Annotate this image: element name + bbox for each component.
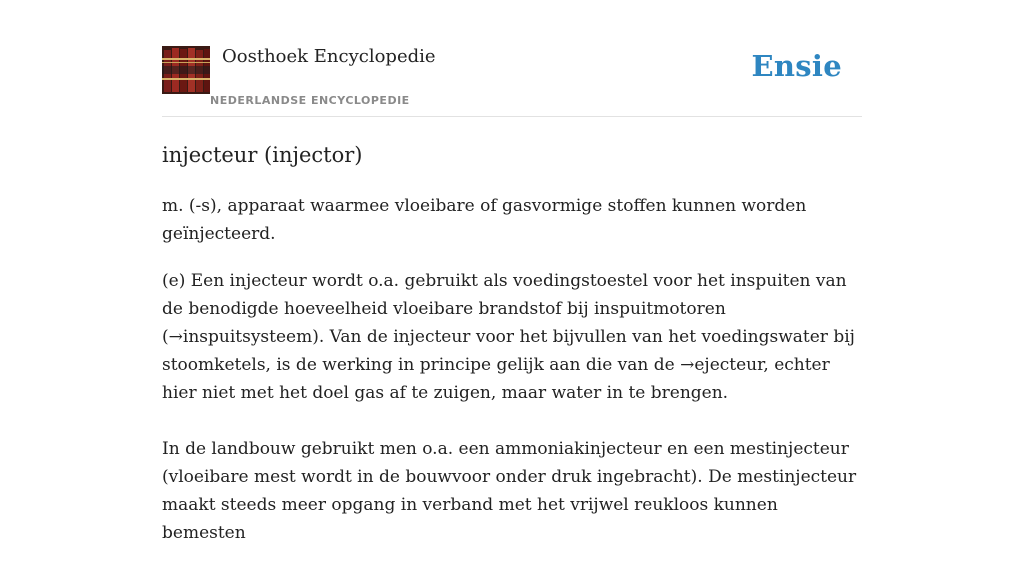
entry-definition: m. (-s), apparaat waarmee vloeibare of gasvormige stoffen kunnen worden geïnjecteerd. bbox=[162, 196, 807, 244]
entry-title: injecteur (injector) bbox=[162, 143, 363, 167]
source-subtitle: NEDERLANDSE ENCYCLOPEDIE bbox=[210, 94, 410, 107]
ensie-logo[interactable]: Ensie bbox=[751, 49, 842, 83]
entry-content bbox=[162, 140, 862, 566]
source-title[interactable]: Oosthoek Encyclopedie bbox=[222, 46, 436, 67]
paragraph-text: ). Van de injecteur voor het bijvullen van het voedingswater bij stoomketels, is de werking in principe gelijk aan die van de bbox=[162, 327, 855, 375]
paragraph-text: (e) Een injecteur wordt o.a. gebruikt als voedingstoestel voor het inspuiten van de benodigde hoeveelheid vloeibare brandstof bij inspuitmotoren ( bbox=[162, 271, 847, 347]
book-spines-icon bbox=[162, 46, 210, 94]
source-header bbox=[162, 46, 862, 117]
source-avatar[interactable] bbox=[162, 46, 210, 94]
crossref-inspuitsysteem-link[interactable]: →inspuitsysteem bbox=[168, 327, 313, 347]
entry-paragraph bbox=[162, 267, 862, 407]
crossref-ejecteur-link[interactable]: →ejecteur bbox=[680, 355, 764, 375]
paragraph-text: , echter hier niet met het doel gas af te zuigen, maar water in te brengen. bbox=[162, 355, 830, 403]
entry-paragraph: In de landbouw gebruikt men o.a. een ammoniakinjecteur en een mestinjecteur (vloeibare mest wordt in de bouwvoor onder druk ingebracht). De mestinjecteur maakt steeds meer opgang in verband met het vrijwel reukloos kunnen bemesten bbox=[162, 439, 857, 543]
